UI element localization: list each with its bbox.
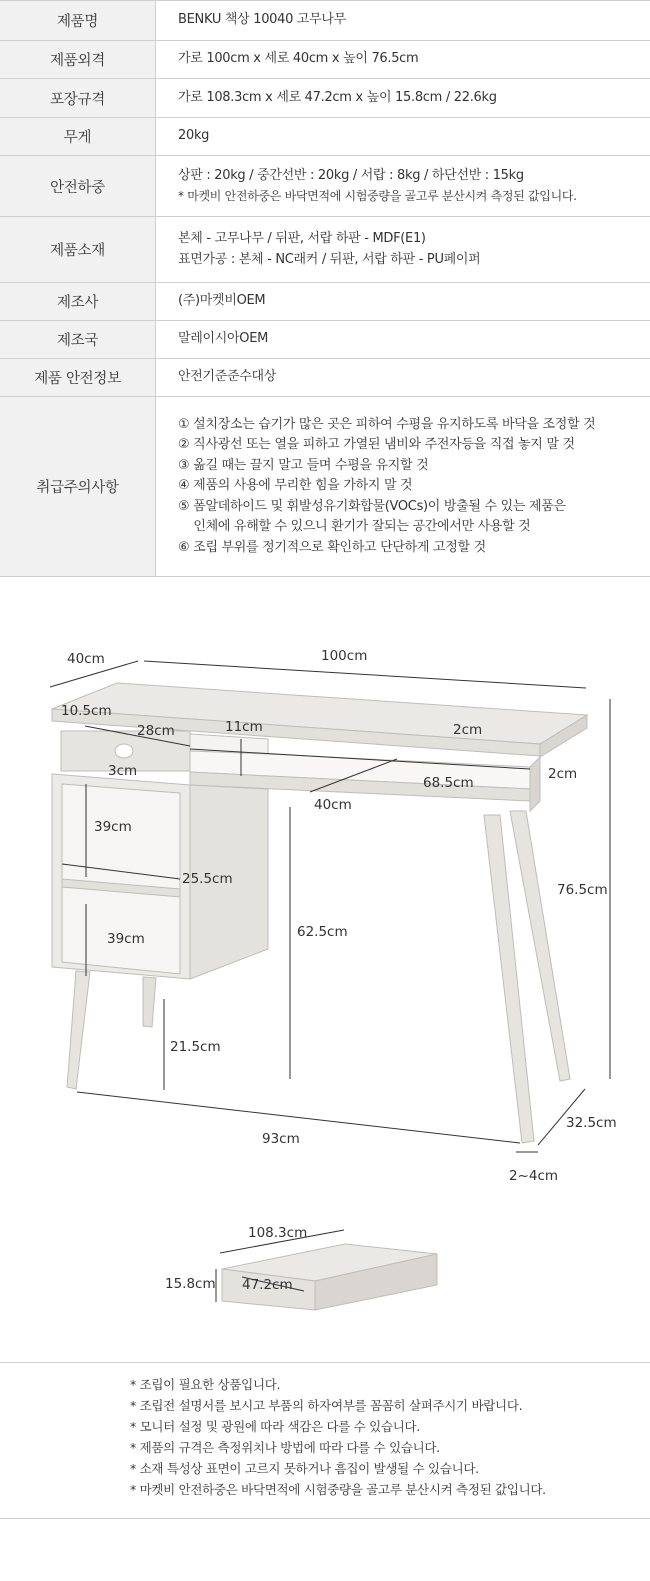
spec-value-line: ⑥ 조립 부위를 정기적으로 확인하고 단단하게 고정할 것 <box>178 539 486 555</box>
spec-value-line: 상판 : 20kg / 중간선반 : 20kg / 서랍 : 8kg / 하단선반 : 15kg <box>178 167 524 183</box>
dim-shelf-width: 68.5cm <box>423 775 474 791</box>
dim-drawer-height: 3cm <box>108 763 138 779</box>
spec-value-line: 가로 108.3cm x 세로 47.2cm x 높이 15.8cm / 22.6kg <box>178 89 497 105</box>
spec-row <box>0 321 650 359</box>
dim-base-depth: 32.5cm <box>566 1115 617 1131</box>
dim-cabinet-upper: 39cm <box>94 819 132 835</box>
spec-row <box>0 359 650 397</box>
dim-leg-diameter: 2~4cm <box>509 1168 559 1184</box>
dim-shelf-depth: 40cm <box>314 797 352 813</box>
spec-value <box>156 359 650 397</box>
spec-label: 안전하중 <box>0 156 156 217</box>
dim-leg-height: 21.5cm <box>170 1039 221 1055</box>
spec-label: 제조사 <box>0 283 156 321</box>
spec-value <box>156 397 650 577</box>
spec-label: 제조국 <box>0 321 156 359</box>
spec-label: 무게 <box>0 118 156 156</box>
spec-label: 취급주의사항 <box>0 397 156 577</box>
spec-value-line: BENKU 책상 10040 고무나무 <box>178 12 346 28</box>
spec-value-line: ⑤ 폼알데하이드 및 휘발성유기화합물(VOCs)이 방출될 수 있는 제품은 <box>178 498 566 514</box>
spec-value <box>156 41 650 79</box>
spec-value-line: ④ 제품의 사용에 무리한 힘을 가하지 말 것 <box>178 478 413 494</box>
spec-value <box>156 283 650 321</box>
spec-value-line: ① 설치장소는 습기가 많은 곳은 피하여 수평을 유지하도록 바닥을 조정할 것 <box>178 416 596 432</box>
spec-value-line: 20kg <box>178 128 210 144</box>
spec-table <box>0 0 650 577</box>
spec-label: 제품 안전정보 <box>0 359 156 397</box>
dim-under-shelf: 62.5cm <box>297 924 348 940</box>
spec-label: 제품외격 <box>0 41 156 79</box>
spec-value <box>156 217 650 283</box>
spec-row <box>0 156 650 217</box>
notes-list <box>130 1374 546 1500</box>
note-item: * 마켓비 안전하중은 바닥면적에 시험중량을 골고루 분산시켜 측정된 값입니다. <box>130 1482 546 1497</box>
dim-cabinet-depth: 25.5cm <box>182 871 233 887</box>
dim-top-thickness: 2cm <box>453 722 483 738</box>
spec-value-line: 가로 100cm x 세로 40cm x 높이 76.5cm <box>178 51 419 67</box>
spec-row <box>0 217 650 283</box>
spec-row <box>0 118 650 156</box>
pkg-width: 108.3cm <box>248 1225 308 1241</box>
spec-value-line: 말레이시아OEM <box>178 331 269 347</box>
spec-label: 포장규격 <box>0 79 156 118</box>
pkg-height: 15.8cm <box>165 1276 216 1292</box>
note-item: * 모니터 설정 및 광원에 따라 색감은 다를 수 있습니다. <box>130 1419 420 1434</box>
divider <box>0 1518 650 1519</box>
spec-row <box>0 1 650 41</box>
spec-value <box>156 118 650 156</box>
note-item: * 조립이 필요한 상품입니다. <box>130 1377 281 1392</box>
desk-drawing <box>0 579 650 1362</box>
spec-label: 제품명 <box>0 1 156 41</box>
note-item: * 조립전 설명서를 보시고 부품의 하자여부를 꼼꼼히 살펴주시기 바랍니다. <box>130 1398 523 1413</box>
spec-row <box>0 79 650 118</box>
spec-label: 제품소재 <box>0 217 156 283</box>
dim-base-width: 93cm <box>262 1131 300 1147</box>
spec-row <box>0 283 650 321</box>
spec-value <box>156 79 650 118</box>
spec-row <box>0 41 650 79</box>
dim-depth: 40cm <box>67 651 105 667</box>
spec-value-line: * 마켓비 안전하중은 바닥면적에 시험중량을 골고루 분산시켜 측정된 값입니다. <box>178 189 577 203</box>
spec-value <box>156 321 650 359</box>
spec-value-line: 안전기준준수대상 <box>178 369 277 385</box>
dim-width: 100cm <box>321 648 368 664</box>
spec-value-line: 본체 - 고무나무 / 뒤판, 서랍 하판 - MDF(E1) <box>178 231 426 246</box>
note-item: * 소재 특성상 표면이 고르지 못하거나 흠집이 발생될 수 있습니다. <box>130 1461 479 1476</box>
dim-shelf-gap: 11cm <box>225 719 263 735</box>
dim-drawer-front: 10.5cm <box>61 703 112 719</box>
spec-value <box>156 156 650 217</box>
dim-shelf-thickness: 2cm <box>548 766 578 782</box>
spec-value-line: 표면가공 : 본체 - NC래커 / 뒤판, 서랍 하판 - PU페이퍼 <box>178 251 481 267</box>
dim-cabinet-lower: 39cm <box>107 931 145 947</box>
dim-total-height: 76.5cm <box>557 882 608 898</box>
dimension-diagram <box>0 579 650 1363</box>
spec-value-line: ② 직사광선 또는 열을 피하고 가열된 냄비와 주전자등을 직접 놓지 말 것 <box>178 437 575 453</box>
spec-value-line: 인체에 유해할 수 있으니 환기가 잘되는 공간에서만 사용할 것 <box>178 519 531 535</box>
spec-value <box>156 1 650 41</box>
spec-row <box>0 397 650 577</box>
dim-drawer-width: 28cm <box>137 723 175 739</box>
spec-value-line: (주)마켓비OEM <box>178 293 266 309</box>
pkg-depth: 47.2cm <box>242 1277 293 1293</box>
note-item: * 제품의 규격은 측정위치나 방법에 따라 다를 수 있습니다. <box>130 1440 440 1455</box>
spec-value-line: ③ 옮길 때는 끌지 말고 들며 수평을 유지할 것 <box>178 457 429 473</box>
